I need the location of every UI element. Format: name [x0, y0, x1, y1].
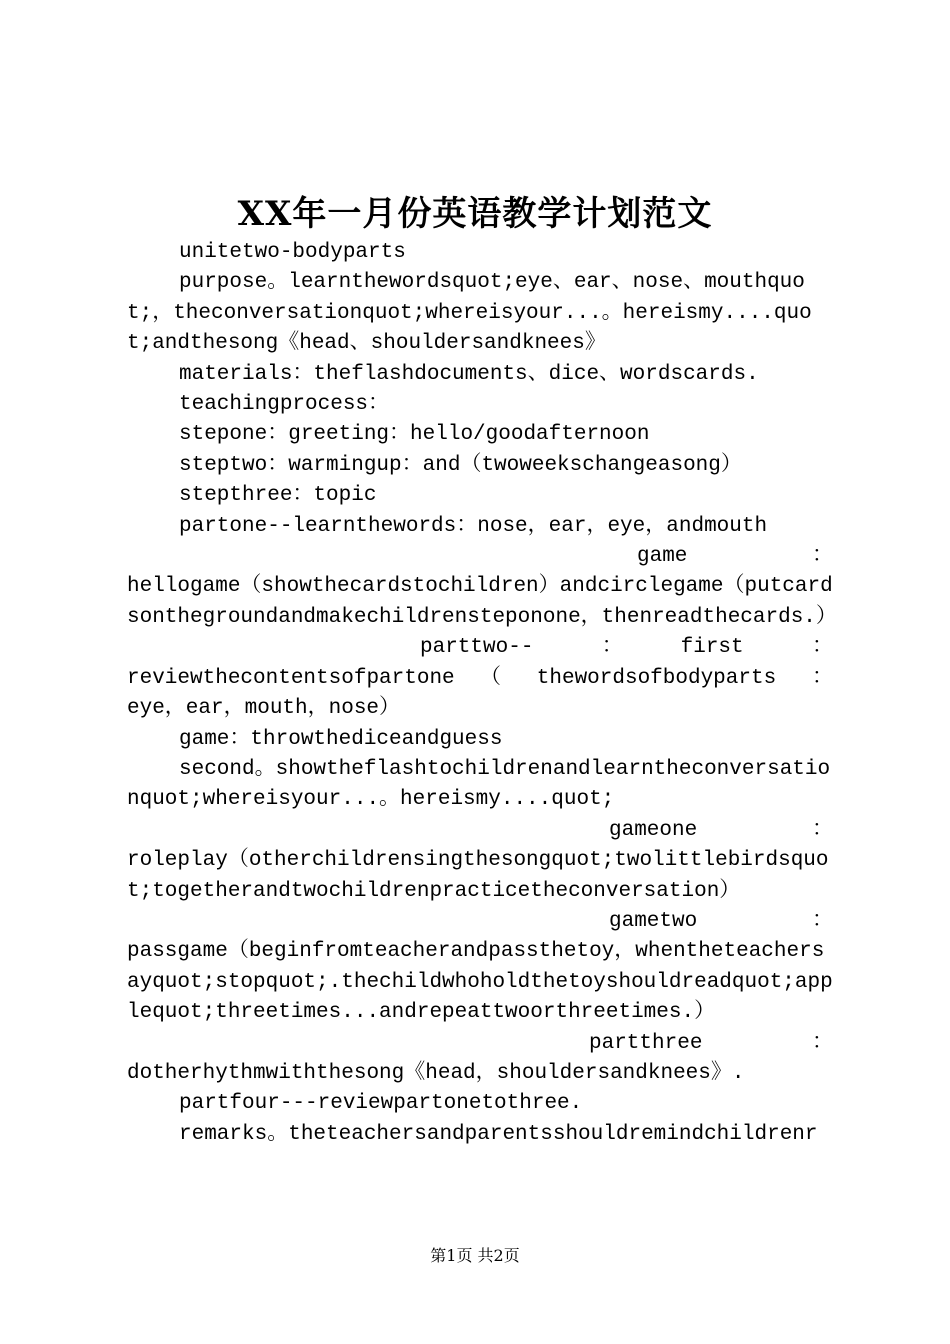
part-three-description: dotherhythmwiththesong《head，shouldersandknees》. [127, 1061, 745, 1085]
paragraph-step-two: steptwo：warmingup：and（twoweekschangeasong） [179, 453, 742, 477]
game-one-heading: gameone ： [609, 818, 833, 842]
game-two-description: passgame（beginfromteacherandpassthetoy，whentheteachersayquot;stopquot;.thechildwhoholdthetoyshouldreadquot;applequot;threetimes...andrepeattwoorthreetimes.） [127, 940, 833, 1025]
paragraph-second: second。showtheflashtochildrenandlearntheconversationquot;whereisyour...。hereismy....quot; [127, 757, 831, 812]
paragraph-part-one: partone--learnthewords：nose，ear，eye，andmouth [179, 514, 768, 538]
paragraph-game-throw: game：throwthediceandguess [179, 727, 503, 751]
paragraph-remarks: remarks。theteachersandparentsshouldremindchildrenr [179, 1122, 818, 1146]
paragraph-step-one: stepone：greeting：hello/goodafternoon [179, 423, 650, 447]
game-two-heading: gametwo ： [609, 909, 833, 933]
paragraph-step-three: stepthree：topic [179, 484, 377, 508]
page-number-footer: 第1页 共2页 [430, 1246, 520, 1265]
part-two-review-line: reviewthecontentsofpartone （ thewordsofbodyparts ： [127, 666, 833, 690]
paragraph-materials: materials：theflashdocuments、dice、wordscards. [179, 362, 759, 386]
document-title: XX年一月份英语教学计划范文 [237, 194, 713, 234]
part-three-heading: partthree ： [589, 1031, 833, 1055]
paragraph-unit: unitetwo-bodyparts [179, 241, 406, 264]
document-body [127, 238, 837, 1150]
paragraph-teaching-process: teachingprocess： [179, 393, 390, 417]
paragraph-purpose: purpose。learnthewordsquot;eye、ear、nose、mouthquot;，theconversationquot;whereisyour...。hereismy....quot;andthesong《head、shouldersandknees》 [127, 271, 812, 356]
paragraph-part-four: partfour---reviewpartonetothree. [179, 1092, 583, 1116]
game-description: hellogame（showthecardstochildren）andcirclegame（putcardsonthegroundandmakechildrensteponone，thenreadthecards.） [127, 575, 837, 629]
part-two-heading: parttwo-- ： first ： [420, 636, 833, 660]
game-heading: game ： [637, 545, 833, 569]
part-two-words: eye，ear，mouth，nose） [127, 697, 401, 721]
game-one-description: roleplay（otherchildrensingthesongquot;twolittlebirdsquot;togetherandtwochildrenpracticetheconversation） [127, 849, 829, 903]
